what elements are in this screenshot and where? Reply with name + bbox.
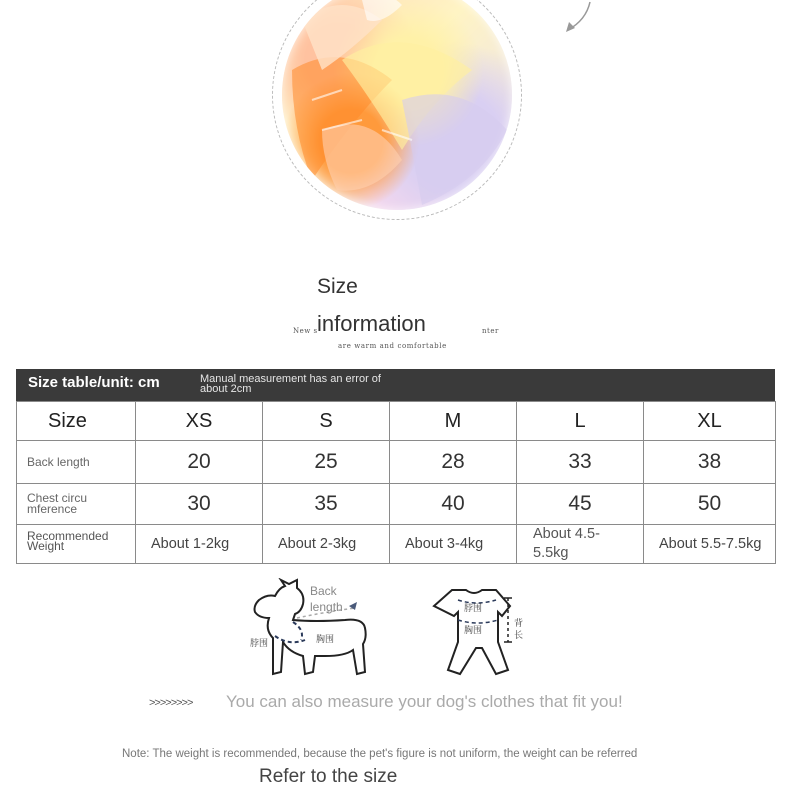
back-length-s: 25 xyxy=(263,441,390,484)
tiny-caption-right: nter xyxy=(482,327,499,335)
weight-note-text: Note: The weight is recommended, because the pet's figure is not uniform, the weight can be referred xyxy=(122,748,638,760)
product-photo-frame xyxy=(272,0,522,220)
tiny-caption-left: New s xyxy=(293,327,318,335)
chest-xl: 50 xyxy=(644,484,776,525)
weight-l-text: About 4.5-5.5kg xyxy=(533,526,600,561)
weight-xs: About 1-2kg xyxy=(136,525,263,564)
row-label-size: Size xyxy=(17,402,136,441)
row-label-weight: Recommended Weight xyxy=(17,525,136,564)
size-s: S xyxy=(263,402,390,441)
weight-l xyxy=(517,525,644,564)
dog-neck-label: 脖围 xyxy=(250,639,269,649)
table-row-size xyxy=(17,402,776,441)
size-table-note: Manual measurement has an error of about 2cm xyxy=(200,373,381,395)
back-length-m: 28 xyxy=(390,441,517,484)
tiny-caption-sub: are warm and comfortable xyxy=(338,342,447,350)
weight-xl: About 5.5-7.5kg xyxy=(644,525,776,564)
chest-s: 35 xyxy=(263,484,390,525)
back-length-xl: 38 xyxy=(644,441,776,484)
suit-back-length-label: 背长 xyxy=(514,619,524,641)
size-xl: XL xyxy=(644,402,776,441)
row-label-chest xyxy=(17,484,136,525)
back-length-xs: 20 xyxy=(136,441,263,484)
arrow-decoration-icon: >>>>>>>> xyxy=(149,697,193,709)
size-xs: XS xyxy=(136,402,263,441)
size-table-title: Size table/unit: cm xyxy=(28,374,160,391)
table-row-weight xyxy=(17,525,776,564)
suit-chest-label: 胸围 xyxy=(464,626,483,636)
table-row-back-length xyxy=(17,441,776,484)
chest-m: 40 xyxy=(390,484,517,525)
chest-xs: 30 xyxy=(136,484,263,525)
section-title-line1: Size xyxy=(317,275,358,298)
weight-m: About 3-4kg xyxy=(390,525,517,564)
dog-chest-label: 胸围 xyxy=(316,635,335,645)
section-title-line2: information xyxy=(317,311,426,336)
table-row-chest xyxy=(17,484,776,525)
product-photo xyxy=(282,0,512,210)
size-table xyxy=(16,401,776,564)
size-m: M xyxy=(390,402,517,441)
size-table-header-bar xyxy=(16,369,775,401)
tulle-dress-illustration xyxy=(282,0,512,210)
weight-s: About 2-3kg xyxy=(263,525,390,564)
suit-neck-label: 脖围 xyxy=(464,604,483,614)
diagram-back-length-label: Back length xyxy=(310,584,343,614)
size-l: L xyxy=(517,402,644,441)
refer-size-text: Refer to the size xyxy=(259,766,398,787)
chest-l: 45 xyxy=(517,484,644,525)
curved-arrow-icon xyxy=(560,0,600,40)
measure-tip-text: You can also measure your dog's clothes that fit you! xyxy=(226,692,623,711)
row-label-back-length: Back length xyxy=(17,441,136,484)
row-label-chest-text: Chest circumference xyxy=(27,491,88,516)
back-length-l: 33 xyxy=(517,441,644,484)
